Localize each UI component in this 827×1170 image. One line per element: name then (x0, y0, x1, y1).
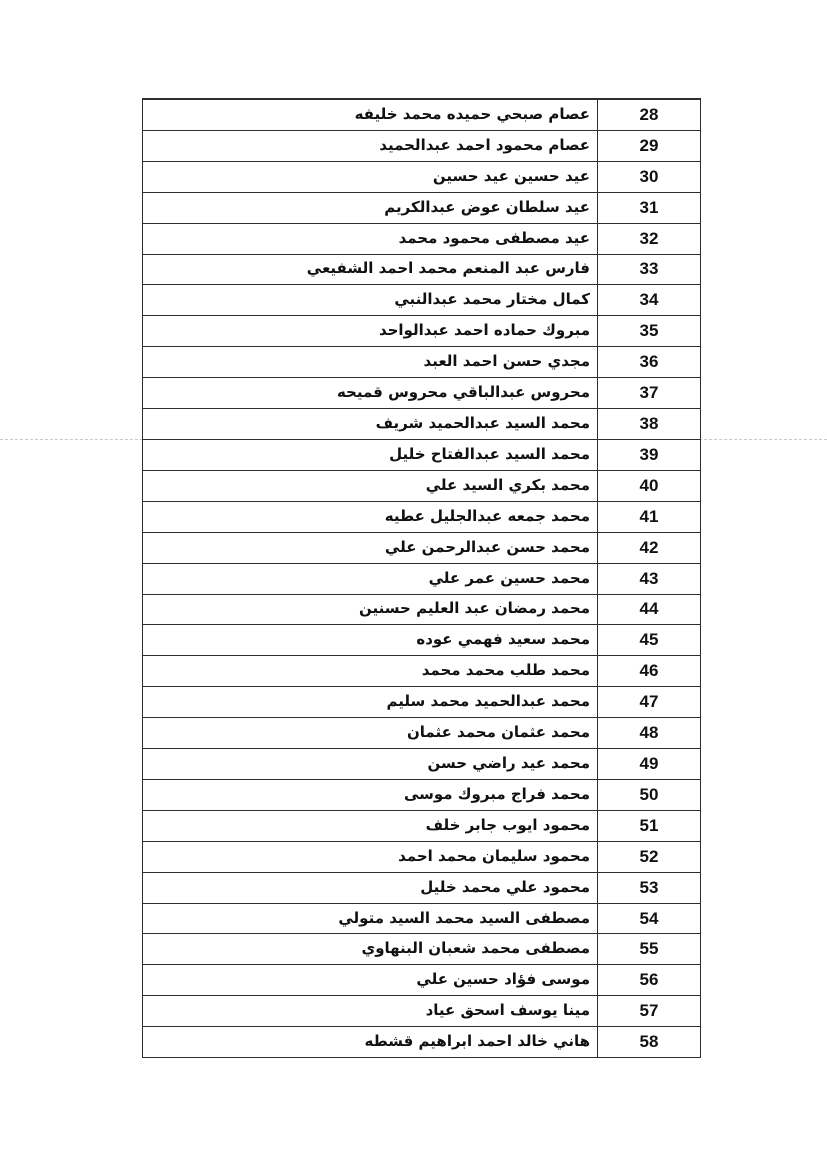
table-row (143, 439, 700, 470)
person-name-cell: مبروك حماده احمد عبدالواحد (378, 321, 590, 340)
row-number-cell: 42 (597, 533, 700, 563)
row-number-cell: 30 (597, 162, 700, 192)
person-name-cell: محمد رمضان عبد العليم حسنين (359, 599, 590, 618)
person-name-cell: مينا يوسف اسحق عياد (425, 1001, 590, 1020)
person-name-cell: كمال مختار محمد عبدالنبي (394, 290, 590, 309)
row-number-cell: 43 (597, 564, 700, 594)
row-number-cell: 48 (597, 718, 700, 748)
table-row (143, 872, 700, 903)
row-number-cell: 46 (597, 656, 700, 686)
person-name-cell: مصطفى محمد شعبان البنهاوي (361, 939, 590, 958)
row-number-cell: 31 (597, 193, 700, 223)
person-name-cell: مجدي حسن احمد العبد (423, 352, 590, 371)
table-row (143, 284, 700, 315)
person-name-cell: فارس عبد المنعم محمد احمد الشفيعي (306, 259, 590, 278)
row-number-cell: 35 (597, 316, 700, 346)
row-number-cell: 50 (597, 780, 700, 810)
row-number-cell: 33 (597, 255, 700, 285)
person-name-cell: محمد السيد عبدالحميد شريف (375, 414, 590, 433)
person-name-cell: موسى فؤاد حسين علي (416, 970, 590, 989)
table-row (143, 624, 700, 655)
table-row (143, 1026, 700, 1057)
person-name-cell: عيد مصطفى محمود محمد (398, 228, 590, 247)
row-number-cell: 45 (597, 625, 700, 655)
row-number-cell: 34 (597, 285, 700, 315)
row-number-cell: 53 (597, 873, 700, 903)
person-name-cell: محمود ايوب جابر خلف (425, 815, 590, 834)
table-row (143, 192, 700, 223)
row-number-cell: 41 (597, 502, 700, 532)
person-name-cell: محمد حسن عبدالرحمن علي (384, 537, 590, 556)
table-row (143, 254, 700, 285)
row-number-cell: 36 (597, 347, 700, 377)
names-roster-table (142, 98, 701, 1058)
table-row (143, 779, 700, 810)
row-number-cell: 28 (597, 100, 700, 130)
table-row (143, 563, 700, 594)
row-number-cell: 37 (597, 378, 700, 408)
table-row (143, 99, 700, 130)
row-number-cell: 49 (597, 749, 700, 779)
table-row (143, 995, 700, 1026)
row-number-cell: 56 (597, 965, 700, 995)
table-row (143, 903, 700, 934)
person-name-cell: محمد سعيد فهمي عوده (416, 630, 590, 649)
person-name-cell: عيد سلطان عوض عبدالكريم (384, 197, 590, 216)
table-row (143, 933, 700, 964)
table-row (143, 655, 700, 686)
table-row (143, 501, 700, 532)
row-number-cell: 54 (597, 904, 700, 934)
person-name-cell: محمود سليمان محمد احمد (398, 846, 590, 865)
row-number-cell: 47 (597, 687, 700, 717)
table-row (143, 810, 700, 841)
row-number-cell: 55 (597, 934, 700, 964)
table-row (143, 594, 700, 625)
row-number-cell: 39 (597, 440, 700, 470)
person-name-cell: محمود علي محمد خليل (420, 877, 590, 896)
table-row (143, 161, 700, 192)
person-name-cell: محمد بكري السيد علي (425, 475, 590, 494)
row-number-cell: 52 (597, 842, 700, 872)
person-name-cell: محروس عبدالباقي محروس قميحه (336, 383, 590, 402)
table-row (143, 841, 700, 872)
person-name-cell: محمد عيد راضي حسن (427, 753, 590, 772)
person-name-cell: محمد السيد عبدالفتاح خليل (389, 444, 590, 463)
person-name-cell: عيد حسين عيد حسين (432, 166, 590, 185)
row-number-cell: 44 (597, 595, 700, 625)
person-name-cell: محمد فراج مبروك موسى (403, 784, 590, 803)
person-name-cell: عصام صبحي حميده محمد خليفه (354, 104, 590, 123)
row-number-cell: 38 (597, 409, 700, 439)
table-row (143, 315, 700, 346)
table-row (143, 717, 700, 748)
row-number-cell: 32 (597, 224, 700, 254)
table-row (143, 346, 700, 377)
person-name-cell: محمد عثمان محمد عثمان (406, 723, 590, 742)
table-row (143, 408, 700, 439)
person-name-cell: محمد حسين عمر علي (428, 568, 590, 587)
person-name-cell: هاني خالد احمد ابراهيم قشطه (364, 1032, 590, 1051)
table-row (143, 686, 700, 717)
row-number-cell: 40 (597, 471, 700, 501)
row-number-cell: 57 (597, 996, 700, 1026)
table-row (143, 532, 700, 563)
person-name-cell: محمد طلب محمد محمد (421, 661, 590, 680)
table-row (143, 470, 700, 501)
table-row (143, 377, 700, 408)
table-row (143, 223, 700, 254)
row-number-cell: 58 (597, 1027, 700, 1057)
row-number-cell: 29 (597, 131, 700, 161)
table-row (143, 130, 700, 161)
person-name-cell: مصطفى السيد محمد السيد متولي (338, 908, 590, 927)
person-name-cell: محمد جمعه عبدالجليل عطيه (384, 506, 590, 525)
row-number-cell: 51 (597, 811, 700, 841)
person-name-cell: محمد عبدالحميد محمد سليم (386, 692, 590, 711)
person-name-cell: عصام محمود احمد عبدالحميد (379, 135, 590, 154)
table-row (143, 748, 700, 779)
table-row (143, 964, 700, 995)
